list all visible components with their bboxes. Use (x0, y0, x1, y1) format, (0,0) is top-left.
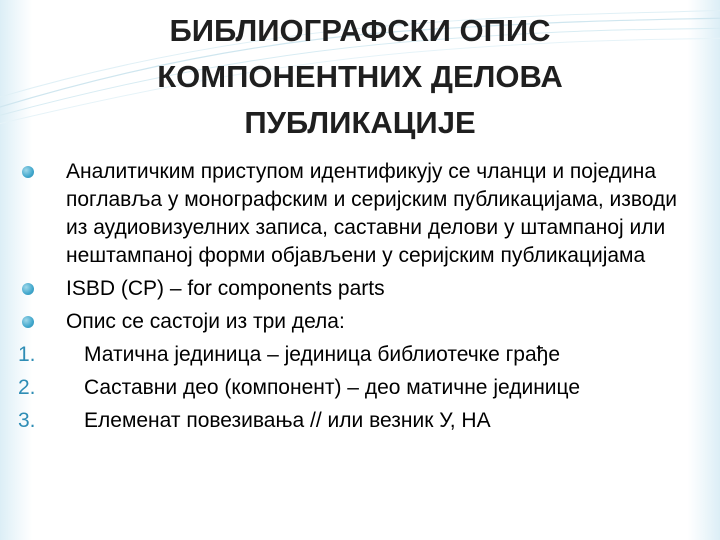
numbered-item (18, 341, 698, 369)
numbered-item-text: Саставни део (компонент) – део матичне јединице (84, 376, 580, 399)
list-item (18, 308, 698, 336)
title-line-3: ПУБЛИКАЦИЈЕ (244, 105, 476, 140)
list-item-text: ISBD (CP) – for components parts (66, 277, 385, 300)
bullet-dot-icon (22, 166, 34, 178)
numbered-item-text: Елеменат повезивања // или везник У, НА (84, 409, 491, 432)
numbered-item (18, 374, 698, 402)
list-item (18, 275, 698, 303)
item-number: 3. (18, 409, 36, 432)
list-item-text: Опис се састоји из три дела: (66, 310, 345, 333)
numbered-item-text: Матична јединица – јединица библиотечке грађе (84, 343, 560, 366)
title-line-1: БИБЛИОГРАФСКИ ОПИС (169, 13, 551, 48)
numbered-item (18, 407, 698, 435)
bullet-dot-icon (22, 283, 34, 295)
slide-title (60, 8, 660, 146)
bullet-dot-icon (22, 316, 34, 328)
slide-content (18, 158, 698, 435)
title-line-2: КОМПОНЕНТНИХ ДЕЛОВА (157, 59, 563, 94)
item-number: 1. (18, 343, 36, 366)
list-item (18, 158, 698, 270)
item-number: 2. (18, 376, 36, 399)
list-item-text: Аналитичким приступом идентификују се чланци и поједина поглавља у монографским и серијским публикацијама, изводи из аудиовизуелних записа, саставни делови у штампаној или нештампаној форми објављени у серијским публикацијама (66, 160, 677, 267)
